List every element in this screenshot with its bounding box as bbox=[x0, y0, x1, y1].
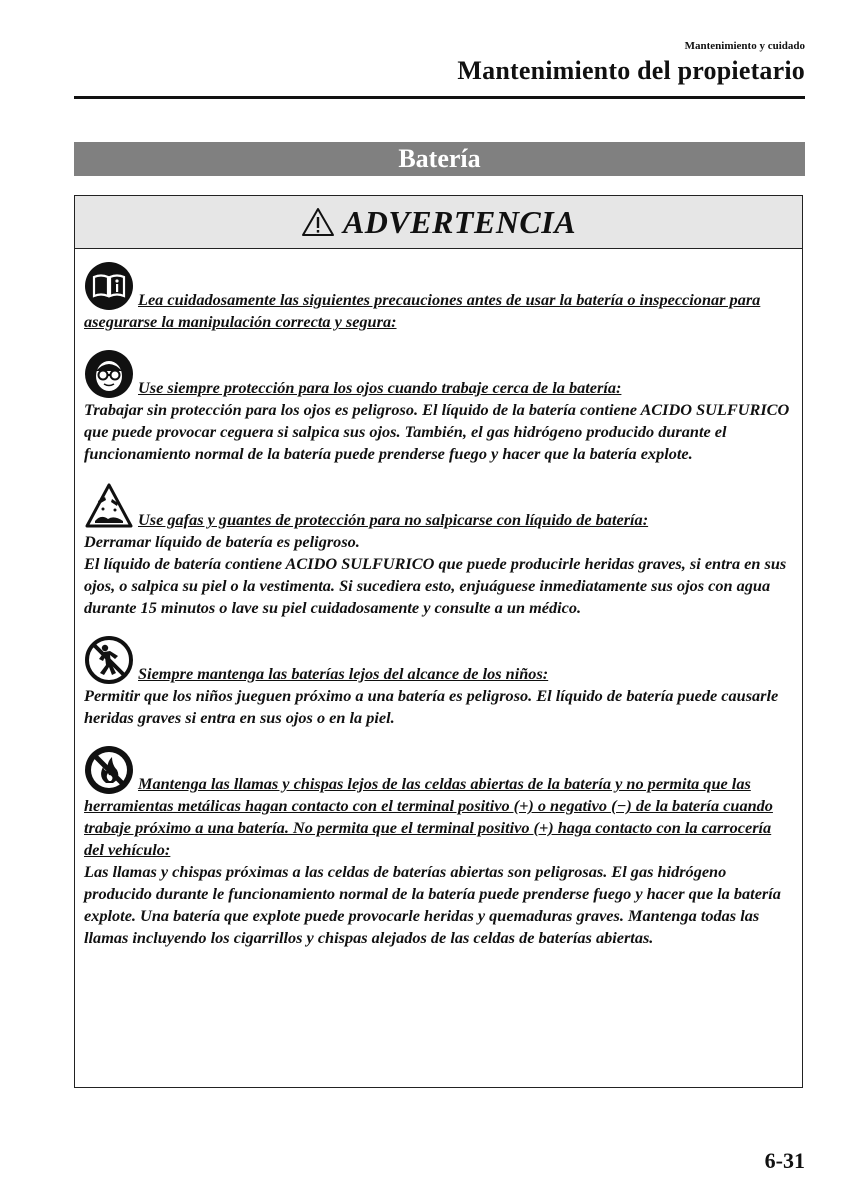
no-flame-icon bbox=[84, 745, 134, 795]
header-rule bbox=[74, 96, 805, 99]
warning-body bbox=[75, 249, 802, 949]
warning-item-body: Derramar líquido de batería es peligroso. El líquido de batería contiene ACIDO SULFURICO que puede producirle heridas graves, si entra en sus ojos, o salpica su piel o la vestimenta. Si sucediera esto, enjuáguese inmediatamente sus ojos con agua durante 15 minutos o lave su piel cuidadosamente y consulte a un médico. bbox=[84, 532, 787, 617]
warning-item-heading: Use gafas y guantes de protección para no salpicarse con líquido de batería: bbox=[138, 510, 649, 529]
warning-item-text bbox=[84, 349, 794, 465]
warning-item bbox=[84, 635, 794, 729]
page-number: 6-31 bbox=[764, 1148, 805, 1173]
warning-item-body: Las llamas y chispas próximas a las celdas de baterías abiertas son peligrosas. El gas hidrógeno producido durante le funcionamiento normal de la batería puede prenderse fuego y hacer que la batería explote. Una batería que explote puede provocarle heridas y quemaduras graves. Mantenga todas las llamas incluyendo los cigarrillos y chispas alejados de las celdas de baterías abiertas. bbox=[84, 862, 781, 947]
warning-triangle-icon bbox=[301, 207, 335, 237]
book-info-icon bbox=[84, 261, 134, 311]
warning-item-text bbox=[84, 481, 794, 619]
warning-item-text bbox=[84, 745, 794, 949]
warning-item-text bbox=[84, 261, 794, 333]
warning-item-heading: Mantenga las llamas y chispas lejos de las celdas abiertas de la batería y no permita que las herramientas metálicas hagan contacto con el terminal positivo (+) o negativo (−) de la batería cuando trabaje próximo a una batería. No permita que el terminal positivo (+) haga contacto con la carrocería del vehículo: bbox=[84, 774, 773, 859]
warning-item bbox=[84, 745, 794, 949]
warning-item-heading: Lea cuidadosamente las siguientes precauciones antes de usar la batería o inspeccionar para asegurarse la manipulación correcta y segura: bbox=[84, 290, 761, 331]
section-title-bar: Batería bbox=[74, 142, 805, 176]
warning-title: ADVERTENCIA bbox=[342, 203, 577, 240]
warning-item-text bbox=[84, 635, 794, 729]
corrosive-warning-icon bbox=[84, 481, 134, 531]
keep-away-children-icon bbox=[84, 635, 134, 685]
warning-item-heading: Use siempre protección para los ojos cuando trabaje cerca de la batería: bbox=[138, 378, 622, 397]
warning-item bbox=[84, 349, 794, 465]
warning-item bbox=[84, 481, 794, 619]
running-head: Mantenimiento y cuidado bbox=[684, 40, 805, 52]
warning-item bbox=[84, 261, 794, 333]
warning-item-body: Permitir que los niños jueguen próximo a una batería es peligroso. El líquido de batería puede causarle heridas graves si entra en sus ojos o en la piel. bbox=[84, 686, 779, 727]
chapter-title: Mantenimiento del propietario bbox=[457, 56, 805, 85]
eye-protection-icon bbox=[84, 349, 134, 399]
warning-box bbox=[74, 195, 803, 1088]
warning-header bbox=[75, 196, 802, 249]
warning-item-body: Trabajar sin protección para los ojos es peligroso. El líquido de la batería contiene ACIDO SULFURICO que puede provocar ceguera si salpica sus ojos. También, el gas hidrógeno producido durante el funcionamiento normal de la batería puede prenderse fuego y hacer que la batería explote. bbox=[84, 400, 790, 463]
warning-item-heading: Siempre mantenga las baterías lejos del alcance de los niños: bbox=[138, 664, 549, 683]
